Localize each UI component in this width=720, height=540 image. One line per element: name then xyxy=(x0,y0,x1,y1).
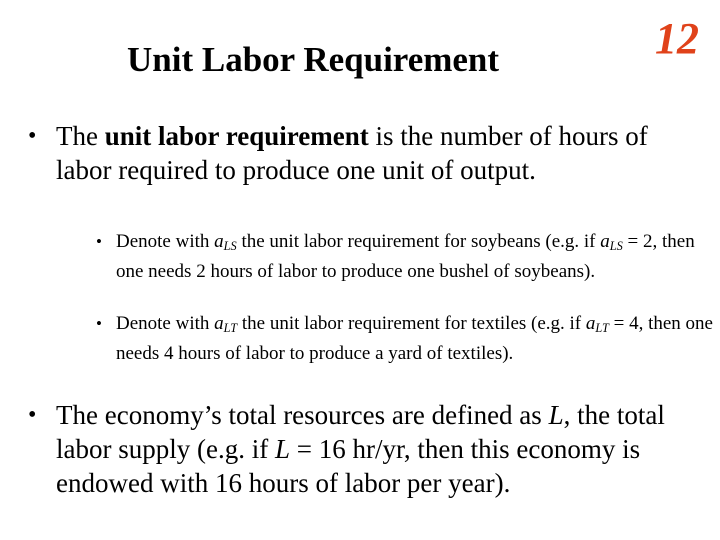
sub-bullet-textiles xyxy=(116,311,716,366)
sub-bullet-marker: • xyxy=(96,314,102,333)
variable-subscript: LS xyxy=(609,239,623,253)
text-run: = 16 hr/yr, then this economy is endowed with 16 hours of labor per year). xyxy=(56,434,641,498)
bullet-marker: • xyxy=(28,402,37,428)
text-run: = 4, then one needs 4 hours of labor to produce a yard of textiles). xyxy=(116,313,713,364)
variable-a: a xyxy=(600,231,610,252)
text-run: The xyxy=(56,121,105,151)
bullet-unit-labor-definition xyxy=(56,119,676,187)
variable-subscript: LT xyxy=(223,321,238,335)
variable-a: a xyxy=(585,313,596,334)
term-unit-labor-requirement: unit labor requirement xyxy=(104,121,369,151)
text-run: Denote with xyxy=(116,231,215,252)
text-run: the unit labor requirement for soybeans (e.g. if xyxy=(236,231,601,252)
text-run: , the total labor supply (e.g. if xyxy=(56,400,665,464)
slide-number: 12 xyxy=(655,14,699,63)
text-run: Denote with xyxy=(116,313,215,334)
variable-a: a xyxy=(214,231,224,252)
variable-subscript: LS xyxy=(223,239,237,253)
variable-L: L xyxy=(274,434,290,464)
text-run: The economy’s total resources are defined as xyxy=(56,400,549,430)
slide-title: Unit Labor Requirement xyxy=(127,40,500,79)
sub-bullet-marker: • xyxy=(96,232,102,251)
variable-L: L xyxy=(548,400,564,430)
sub-bullet-soybeans xyxy=(116,229,716,284)
bullet-total-resources xyxy=(56,398,696,500)
text-run: the unit labor requirement for textiles (e.g. if xyxy=(237,313,586,334)
variable-a: a xyxy=(214,313,224,334)
variable-subscript: LT xyxy=(595,321,609,335)
bullet-marker: • xyxy=(28,123,37,149)
text-run: is the number of hours of labor required to produce one unit of output. xyxy=(56,121,648,185)
text-run: = 2, then one needs 2 hours of labor to produce one bushel of soybeans). xyxy=(116,231,695,282)
